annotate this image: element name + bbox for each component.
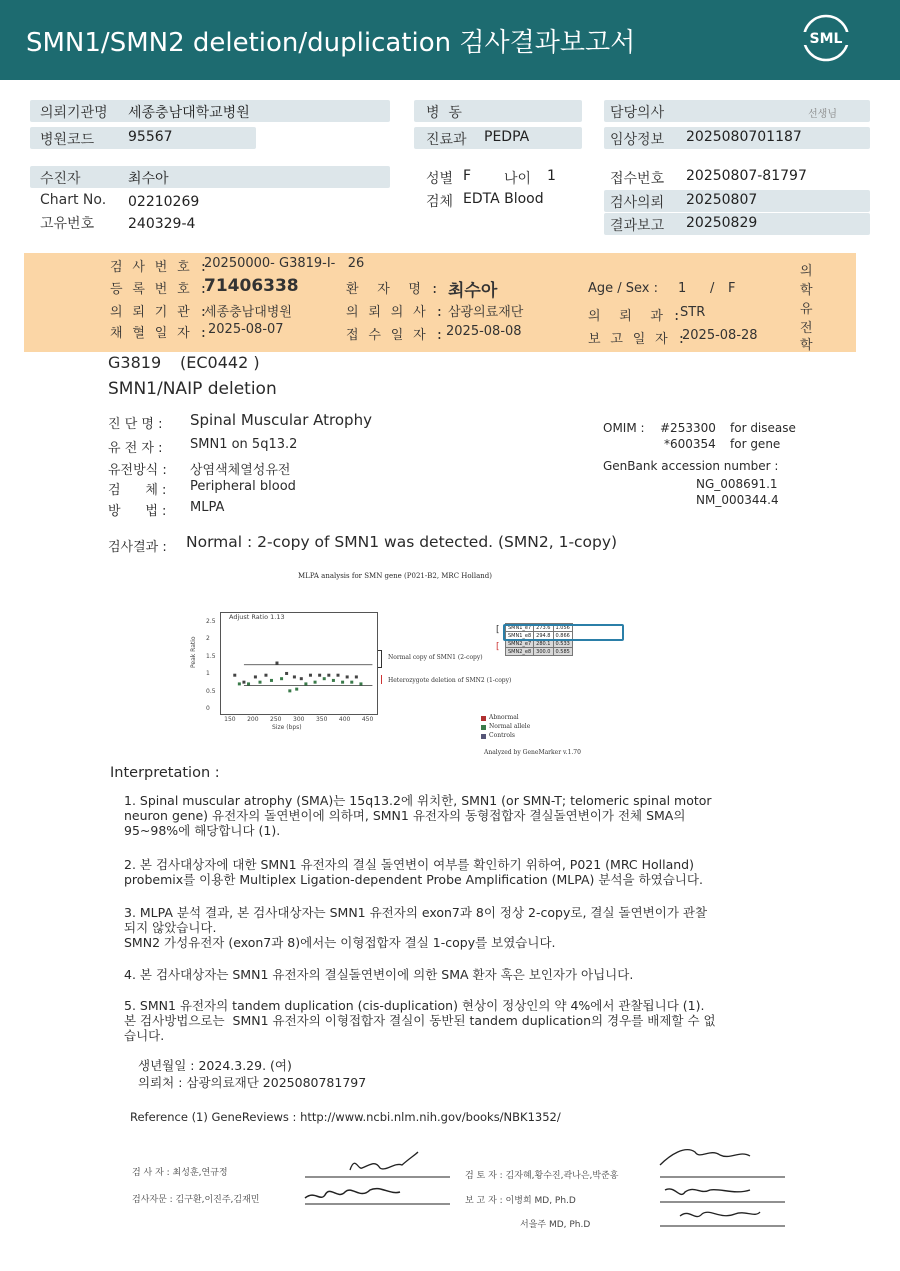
clinical-info-label: 임상정보 (610, 132, 665, 148)
band-sex-value: F (728, 281, 736, 296)
data-point (285, 672, 288, 675)
patient-name-value: 최수아 (448, 281, 498, 301)
omim-disease: #253300 (660, 421, 716, 435)
interpretation-p4: 4. 본 검사대상자는 SMN1 유전자의 결실돌연변이에 의한 SMA 환자 혹은 보인자가 아닙니다. (124, 967, 634, 982)
department-value: PEDPA (484, 129, 530, 145)
hospital-code-label: 병원코드 (40, 132, 95, 148)
ratio-cell: 0.866 (553, 632, 572, 640)
data-point (280, 677, 283, 680)
patient-row-bg (30, 166, 390, 188)
receipt-label: 접수번호 (610, 171, 665, 187)
diagnosis-label: 진 단 명 : (108, 417, 163, 432)
band-institution-label: 의 뢰 기 관 : (110, 305, 209, 320)
band-dept-label: 의 뢰 과 : (588, 309, 682, 324)
method-label: 방 법 : (108, 504, 167, 519)
x-axis-label: Size (bps) (272, 724, 302, 731)
y-tick-label: 1.5 (206, 652, 216, 660)
data-point (314, 681, 317, 684)
department-label: 진료과 (426, 132, 467, 148)
age-value: 1 (547, 168, 556, 184)
omim-label: OMIM : (603, 421, 645, 435)
band-doctor-value: 삼광의료재단 (448, 305, 524, 320)
age-sex-label: Age / Sex : (588, 281, 659, 296)
report-header (0, 0, 900, 80)
reviewer-signature-icon (640, 1140, 790, 1232)
data-point (242, 681, 245, 684)
data-point (327, 674, 330, 677)
report-date-label: 보 고 일 자 : (588, 332, 687, 347)
hospital-code-value: 95567 (128, 129, 173, 145)
band-institution-value: 세종충남대병원 (204, 305, 292, 320)
ratio-cell: 0.533 (553, 640, 572, 648)
y-tick-label: 2 (206, 635, 210, 643)
legend-normal: Normal allele (489, 723, 531, 730)
side-char: 유 (800, 302, 813, 317)
test-name: SMN1/NAIP deletion (108, 379, 277, 399)
legend-swatch-abnormal (481, 716, 486, 721)
diagnosis-value: Spinal Muscular Atrophy (190, 411, 372, 429)
patient-value: 최수아 (128, 171, 169, 187)
y-tick-label: 0.5 (206, 687, 216, 695)
side-char: 의 (800, 264, 813, 279)
data-point (293, 675, 296, 678)
data-point (318, 674, 321, 677)
reporter2-label: 서을주 MD, Ph.D (520, 1220, 591, 1230)
side-char: 학 (800, 283, 813, 298)
ratio-cell: SMN1_e7 (506, 624, 534, 632)
test-no-label: 검 사 번 호 : (110, 260, 209, 275)
gene-label: 유 전 자 : (108, 441, 163, 456)
gene-value: SMN1 on 5q13.2 (190, 437, 298, 452)
ratio-cell: 1.056 (553, 624, 572, 632)
x-tick-label: 200 (247, 716, 259, 723)
patient-label: 수진자 (40, 171, 81, 187)
legend-controls: Controls (489, 732, 515, 739)
method-value: MLPA (190, 500, 225, 515)
data-point (337, 674, 340, 677)
tester-label: 검 사 자 : 최성훈,연규정 (132, 1168, 228, 1178)
genbank-1: NG_008691.1 (696, 477, 778, 491)
advisor-label: 검사자문 : 김구환,이진주,김재민 (132, 1195, 260, 1205)
ratio-cell: 273.6 (534, 624, 553, 632)
requester: 의뢰처 : 삼광의료재단 2025080781797 (138, 1075, 367, 1090)
normal-bracket (378, 650, 382, 668)
reported-value: 20250829 (686, 215, 758, 231)
genbank-label: GenBank accession number : (603, 459, 779, 473)
x-tick-label: 250 (270, 716, 282, 723)
interpretation-p5: 5. SMN1 유전자의 tandem duplication (cis-duplication) 현상이 정상인의 약 4%에서 관찰됩니다 (1). 본 검사방법으로는 SMN1 유전자의 이형접합자 결실이 동반된 tandem duplication의 경우를 배제할 수 없 습니다. (124, 998, 716, 1043)
ratio-row (506, 648, 573, 656)
birth-date: 생년월일 : 2024.3.29. (여) (138, 1058, 292, 1073)
data-point (355, 675, 358, 678)
collect-label: 채 혈 일 자 : (110, 326, 209, 341)
data-point (341, 681, 344, 684)
chart-footer: Analyzed by GeneMarker v.1.70 (484, 749, 581, 756)
specimen-label: 검체 (426, 194, 454, 210)
data-point (304, 682, 307, 685)
annotation-hetero: Heterozygote deletion of SMN2 (1-copy) (388, 677, 512, 684)
data-point (264, 674, 267, 677)
ratio-bracket-red: [ (496, 642, 500, 652)
hetero-marker (381, 675, 382, 684)
y-tick-label: 2.5 (206, 618, 216, 625)
receive-value: 2025-08-08 (446, 324, 522, 339)
report-title: SMN1/SMN2 deletion/duplication 검사결과보고서 (26, 28, 636, 58)
band-sex-sep: / (710, 281, 715, 296)
data-point (359, 682, 362, 685)
y-tick-label: 1 (206, 670, 210, 678)
patient-name-label: 환 자 명 : (346, 282, 440, 297)
requested-value: 20250807 (686, 192, 758, 208)
test-subcode: (EC0442 ) (180, 353, 260, 372)
ratio-cell: 0.585 (553, 648, 572, 656)
x-tick-label: 150 (224, 716, 236, 723)
x-tick-label: 450 (361, 716, 374, 723)
institution-label: 의뢰기관명 (40, 105, 108, 121)
collect-value: 2025-08-07 (208, 322, 284, 337)
data-point (323, 677, 326, 680)
data-point (288, 689, 291, 692)
ratio-cell: 294.8 (534, 632, 553, 640)
receipt-value: 20250807-81797 (686, 168, 807, 184)
omim-disease-note: for disease (730, 421, 796, 435)
data-point (309, 674, 312, 677)
clinical-info-value: 2025080701187 (686, 129, 802, 145)
ratio-highlight (503, 624, 624, 641)
logo-text: SML (809, 31, 843, 47)
reviewer-label: 검 토 자 : 김자혜,황수진,곽나은,박준홍 (465, 1171, 619, 1181)
sex-label: 성별 (426, 171, 454, 187)
data-point (270, 679, 273, 682)
ratio-bracket: [ (496, 625, 500, 635)
receive-label: 접 수 일 자 : (346, 328, 445, 343)
ratio-cell: 280.1 (534, 640, 553, 648)
omim-gene-note: for gene (730, 437, 781, 451)
ratio-cell: SMN1_e8 (506, 632, 534, 640)
reported-label: 결과보고 (610, 218, 665, 234)
unique-no-label: 고유번호 (40, 216, 95, 232)
sml-logo-icon (800, 12, 852, 64)
reg-no-label: 등 록 번 호 : (110, 282, 209, 297)
reg-no-value: 71406338 (204, 276, 299, 296)
data-point (233, 674, 236, 677)
omim-gene: *600354 (664, 437, 716, 451)
annotation-normal: Normal copy of SMN1 (2-copy) (388, 654, 483, 661)
data-point (275, 662, 278, 665)
data-point (350, 681, 353, 684)
ward-label: 병 동 (426, 105, 462, 121)
legend-swatch-normal (481, 725, 486, 730)
chart-title: MLPA analysis for SMN gene (P021-B2, MRC Holland) (298, 572, 492, 580)
interpretation-p1: 1. Spinal muscular atrophy (SMA)는 15q13.2에 위치한, SMN1 (or SMN-T; telomeric spinal motor neuron gene) 유전자의 돌연변이에 의하며, SMN1 유전자의 동형접합자 결실돌연변이가 전체 SMA의 95~98%에 해당합니다 (1). (124, 793, 712, 838)
requested-label: 검사의뢰 (610, 195, 665, 211)
institution-value: 세종충남대학교병원 (128, 105, 250, 121)
y-tick-label: 0 (206, 705, 210, 712)
data-point (295, 688, 298, 691)
reference: Reference (1) GeneReviews : http://www.ncbi.nlm.nih.gov/books/NBK1352/ (130, 1110, 561, 1124)
result-value: Normal : 2-copy of SMN1 was detected. (SMN2, 1-copy) (186, 533, 618, 551)
ratio-cell: SMN2_e8 (506, 648, 534, 656)
chart-no-label: Chart No. (40, 192, 107, 208)
inset-label: Adjust Ratio 1.13 (229, 613, 285, 621)
interpretation-p2: 2. 본 검사대상자에 대한 SMN1 유전자의 결실 돌연변이 여부를 확인하기 위하여, P021 (MRC Holland) probemix를 이용한 Multiplex Ligation-dependent Probe Amplification (MLPA) 분석을 하였습니다. (124, 857, 703, 887)
side-char: 전 (800, 321, 813, 336)
chart-plot-area (220, 612, 378, 715)
data-point (247, 682, 250, 685)
data-point (332, 679, 335, 682)
data-point (254, 675, 257, 678)
inheritance-value: 상염색체열성유전 (190, 463, 291, 478)
doctor-value: 선생님 (808, 109, 837, 120)
data-point (259, 681, 262, 684)
test-no-value: 20250000- G3819-I- 26 (204, 256, 365, 271)
specimen-label-2: 검 체 : (108, 483, 167, 498)
x-tick-label: 350 (315, 716, 328, 723)
test-code: G3819 (108, 353, 162, 372)
x-tick-label: 300 (293, 716, 305, 723)
chart-svg (221, 613, 377, 714)
ratio-cell: SMN2_e7 (506, 640, 534, 648)
data-point (238, 682, 241, 685)
inheritance-label: 유전방식 : (108, 463, 167, 478)
genbank-2: NM_000344.4 (696, 493, 779, 507)
band-doctor-label: 의 뢰 의 사 : (346, 305, 445, 320)
data-point (300, 677, 303, 680)
side-char: 학 (800, 338, 813, 353)
tester-signature-icon (290, 1140, 460, 1215)
interpretation-p3: 3. MLPA 분석 결과, 본 검사대상자는 SMN1 유전자의 exon7과 8이 정상 2-copy로, 결실 돌연변이가 관찰 되지 않았습니다. SMN2 가성유전자 (exon7과 8)에서는 이형접합자 결실 1-copy를 보였습니다. (124, 905, 708, 950)
doctor-label: 담당의사 (610, 105, 665, 121)
age-label: 나이 (504, 171, 532, 187)
report-date-value: 2025-08-28 (682, 328, 758, 343)
reporter-label: 보 고 자 : 이병희 MD, Ph.D (465, 1196, 576, 1206)
ratio-cell: 300.0 (534, 648, 553, 656)
legend-abnormal: Abnormal (489, 714, 519, 721)
specimen-value: EDTA Blood (463, 191, 544, 207)
chart-no-value: 02210269 (128, 194, 200, 210)
unique-no-value: 240329-4 (128, 216, 196, 232)
result-label: 검사결과 : (108, 540, 167, 555)
specimen-value-2: Peripheral blood (190, 479, 296, 494)
interpretation-title: Interpretation : (110, 765, 220, 781)
x-tick-label: 400 (338, 716, 351, 723)
sex-value: F (463, 168, 472, 184)
y-axis-label: Peak Ratio (190, 636, 197, 668)
band-dept-value: STR (680, 305, 706, 320)
legend-swatch-controls (481, 734, 486, 739)
band-age-value: 1 (678, 281, 687, 296)
data-point (346, 675, 349, 678)
